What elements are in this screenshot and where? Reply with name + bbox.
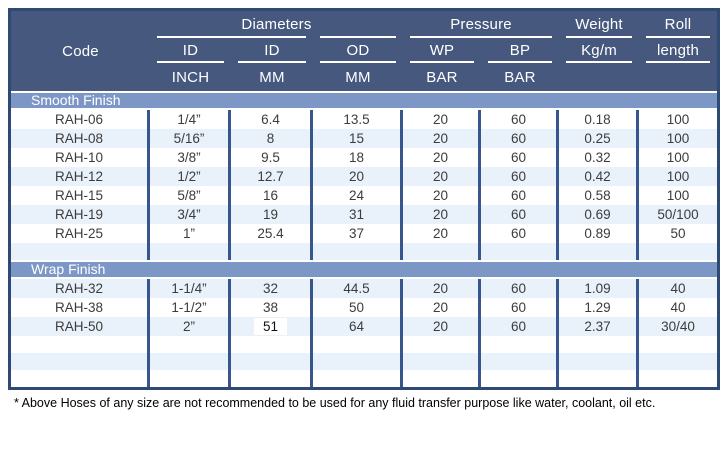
- value-cell: 32: [231, 279, 313, 298]
- blank-cell: [481, 353, 559, 370]
- header-code: Code: [62, 42, 99, 60]
- value-cell: 38: [231, 298, 313, 317]
- code-cell: RAH-12: [11, 167, 150, 186]
- section-header: Wrap Finish: [11, 260, 717, 279]
- value-cell: 3/4”: [150, 205, 231, 224]
- value-cell: 60: [481, 167, 559, 186]
- value-cell: 60: [481, 148, 559, 167]
- blank-row: [11, 353, 717, 370]
- blank-cell: [231, 336, 313, 353]
- table-row: [11, 205, 717, 224]
- blank-cell: [11, 336, 150, 353]
- value-cell: 24: [313, 186, 403, 205]
- blank-cell: [150, 353, 231, 370]
- value-cell: [231, 317, 313, 336]
- value-cell: 1.09: [559, 279, 639, 298]
- value-cell: 0.18: [559, 110, 639, 129]
- value-cell: 40: [670, 300, 686, 315]
- table-row: [11, 186, 717, 205]
- value-cell: 40: [670, 281, 686, 296]
- blank-cell: [403, 370, 481, 387]
- blank-row: [11, 336, 717, 353]
- value-cell: 20: [403, 298, 481, 317]
- value-cell: 64: [313, 317, 403, 336]
- table-row: [11, 224, 717, 243]
- value-cell: 1/4”: [150, 110, 231, 129]
- value-cell: 8: [231, 129, 313, 148]
- value-cell: 50: [313, 298, 403, 317]
- blank-cell: [639, 336, 717, 353]
- value-cell: 1/2”: [150, 167, 231, 186]
- blank-row: [11, 370, 717, 387]
- value-cell: 13.5: [313, 110, 403, 129]
- blank-cell: [313, 336, 403, 353]
- code-cell: RAH-08: [11, 129, 150, 148]
- code-cell: RAH-06: [11, 110, 150, 129]
- header-unit-inch: INCH: [171, 68, 210, 86]
- value-cell: 0.69: [559, 205, 639, 224]
- value-cell: 60: [481, 129, 559, 148]
- value-cell: 2.37: [559, 317, 639, 336]
- code-cell: RAH-38: [11, 298, 150, 317]
- value-cell: 60: [481, 298, 559, 317]
- value-cell: 1.29: [559, 298, 639, 317]
- header-group-pressure: Pressure: [403, 11, 559, 38]
- blank-cell: [481, 336, 559, 353]
- table-row: [11, 317, 717, 336]
- header-unit-mm-1: MM: [259, 68, 285, 86]
- blank-cell: [231, 243, 313, 260]
- header-unit-mm-2: MM: [345, 68, 371, 86]
- value-cell: 0.89: [559, 224, 639, 243]
- header-col-id-mm: ID: [231, 38, 313, 63]
- blank-cell: [639, 243, 717, 260]
- blank-cell: [313, 353, 403, 370]
- blank-cell: [150, 336, 231, 353]
- blank-cell: [639, 370, 717, 387]
- header-col-od-mm: OD: [313, 38, 403, 63]
- value-cell: 0.32: [559, 148, 639, 167]
- value-cell: 20: [403, 205, 481, 224]
- blank-cell: [231, 353, 313, 370]
- value-cell: 20: [403, 317, 481, 336]
- blank-cell: [11, 370, 150, 387]
- value-cell: 6.4: [231, 110, 313, 129]
- blank-cell: [231, 370, 313, 387]
- value-cell: 20: [403, 110, 481, 129]
- blank-cell: [559, 353, 639, 370]
- section-header: Smooth Finish: [11, 91, 717, 110]
- value-cell: 9.5: [231, 148, 313, 167]
- code-cell: RAH-50: [11, 317, 150, 336]
- code-cell: RAH-10: [11, 148, 150, 167]
- blank-cell: [481, 243, 559, 260]
- value-cell: 19: [231, 205, 313, 224]
- header-group-diameters: Diameters: [150, 11, 403, 38]
- footnote: * Above Hoses of any size are not recommended to be used for any fluid transfer purpose like water, coolant, oil etc.: [14, 396, 656, 410]
- value-cell: 60: [481, 186, 559, 205]
- value-cell: 15: [313, 129, 403, 148]
- value-cell: 3/8”: [150, 148, 231, 167]
- value-cell: 100: [666, 112, 690, 127]
- blank-cell: [313, 243, 403, 260]
- value-cell: 50/100: [657, 207, 699, 222]
- value-cell: 20: [313, 167, 403, 186]
- table-row: [11, 110, 717, 129]
- table-row: [11, 148, 717, 167]
- value-cell: 60: [481, 279, 559, 298]
- blank-cell: [559, 370, 639, 387]
- value-cell: 25.4: [231, 224, 313, 243]
- blank-cell: [403, 336, 481, 353]
- value-cell: 60: [481, 110, 559, 129]
- header-col-kgm: Kg/m: [559, 38, 639, 63]
- value-cell: 1”: [150, 224, 231, 243]
- value-cell: 30/40: [661, 319, 695, 334]
- value-cell: 100: [666, 188, 690, 203]
- table-row: [11, 167, 717, 186]
- blank-cell: [313, 370, 403, 387]
- value-cell: 16: [231, 186, 313, 205]
- value-cell: 60: [481, 224, 559, 243]
- value-cell: 100: [666, 150, 690, 165]
- header-col-wp: WP: [403, 38, 481, 63]
- table-header: [11, 11, 717, 91]
- value-cell: 20: [403, 167, 481, 186]
- blank-cell: [559, 243, 639, 260]
- blank-cell: [639, 353, 717, 370]
- blank-cell: [481, 370, 559, 387]
- header-col-length: length: [639, 38, 717, 63]
- value-cell: 60: [481, 317, 559, 336]
- blank-cell: [403, 353, 481, 370]
- code-cell: RAH-25: [11, 224, 150, 243]
- value-cell: 44.5: [313, 279, 403, 298]
- value-cell: 100: [666, 131, 690, 146]
- patched-cell-highlight: 51: [254, 318, 287, 335]
- value-cell: 5/8”: [150, 186, 231, 205]
- header-unit-bar-2: BAR: [504, 68, 536, 86]
- blank-cell: [403, 243, 481, 260]
- value-cell: 20: [403, 224, 481, 243]
- header-col-bp: BP: [481, 38, 559, 63]
- value-cell: 31: [313, 205, 403, 224]
- table-body: [11, 91, 717, 387]
- code-cell: RAH-15: [11, 186, 150, 205]
- value-cell: 37: [313, 224, 403, 243]
- header-col-id-inch: ID: [150, 38, 231, 63]
- value-cell: 12.7: [231, 167, 313, 186]
- value-cell: 0.58: [559, 186, 639, 205]
- value-cell: 20: [403, 279, 481, 298]
- value-cell: 18: [313, 148, 403, 167]
- value-cell: 0.25: [559, 129, 639, 148]
- blank-cell: [11, 353, 150, 370]
- header-group-weight: Weight: [559, 11, 639, 38]
- blank-cell: [559, 336, 639, 353]
- blank-cell: [11, 243, 150, 260]
- value-cell: 20: [403, 148, 481, 167]
- code-cell: RAH-32: [11, 279, 150, 298]
- value-cell: 60: [481, 205, 559, 224]
- blank-cell: [150, 370, 231, 387]
- header-unit-bar-1: BAR: [426, 68, 458, 86]
- value-cell: 5/16”: [150, 129, 231, 148]
- blank-row: [11, 243, 717, 260]
- value-cell: 100: [666, 169, 690, 184]
- hose-spec-table: [8, 8, 720, 390]
- value-cell: 2”: [150, 317, 231, 336]
- value-cell: 20: [403, 186, 481, 205]
- table-row: [11, 279, 717, 298]
- value-cell: 0.42: [559, 167, 639, 186]
- blank-cell: [150, 243, 231, 260]
- table-row: [11, 129, 717, 148]
- value-cell: 50: [670, 226, 686, 241]
- value-cell: 1-1/2”: [150, 298, 231, 317]
- header-group-roll: Roll: [639, 11, 717, 38]
- value-cell: 20: [403, 129, 481, 148]
- table-row: [11, 298, 717, 317]
- value-cell: 1-1/4”: [150, 279, 231, 298]
- code-cell: RAH-19: [11, 205, 150, 224]
